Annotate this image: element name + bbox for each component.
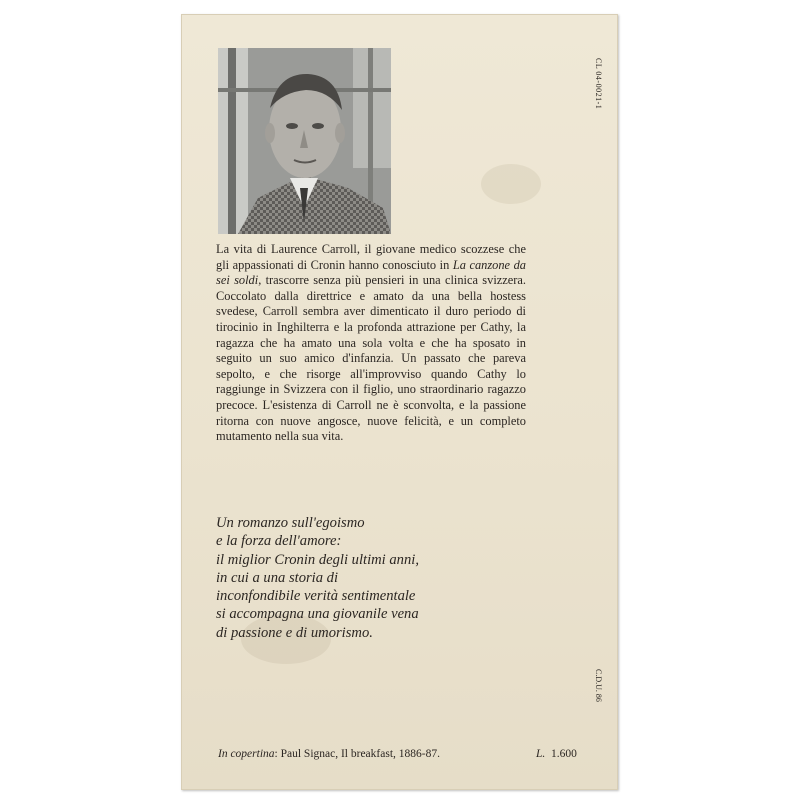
author-portrait-image bbox=[218, 48, 391, 234]
tagline-line: e la forza dell'amore: bbox=[216, 533, 342, 550]
cover-credit-label: In copertina bbox=[218, 748, 275, 760]
book-back-cover bbox=[181, 14, 618, 790]
referenced-book-title: La canzone da sei soldi bbox=[216, 257, 526, 288]
cover-credit bbox=[218, 748, 440, 760]
price-amount: 1.600 bbox=[551, 748, 577, 760]
tagline-line: Un romanzo sull'egoismo bbox=[216, 515, 365, 531]
description-text: La vita di Laurence Carroll, il giovane medico scozzese che gli appassionati di Cronin hanno conosciuto in bbox=[216, 242, 526, 272]
cover-credit-text: : Paul Signac, Il breakfast, 1886-87. bbox=[274, 748, 440, 760]
catalog-code: CL 04-0021-1 bbox=[594, 58, 603, 110]
tagline-line: il miglior Cronin degli ultimi anni, bbox=[216, 551, 419, 568]
price bbox=[536, 748, 577, 760]
price-currency: L. bbox=[536, 748, 546, 760]
tagline-line: inconfondibile verità sentimentale bbox=[216, 588, 416, 605]
tagline-line: di passione e di umorismo. bbox=[216, 624, 373, 641]
tagline-line: si accompagna una giovanile vena bbox=[216, 606, 419, 623]
description-text-continued: , trascorre senza più pensieri in una clinica svizzera. Coccolato dalla direttrice e amato da una bella hostess svedese, Carroll sembra aver dimenticato il duro periodo di tirocinio in Inghilterra e la profonda attrazione per Cathy, la ragazza che ha amato una sola volta e che ha sposato in seguito un suo amico d'infanzia. Un passato che pareva sepolto, e che risorge all'improvviso quando Cathy lo raggiunge in Svizzera con il figlio, uno straordinario ragazzo precoce. L'esistenza di Carroll ne è sconvolta, e la passione ritorna con nuove angosce, nuove felicità, e un completo mutamento nella sua vita. bbox=[216, 273, 526, 444]
tagline bbox=[216, 514, 516, 642]
paper-stain bbox=[481, 164, 541, 204]
classification-code: C.D.U. 86 bbox=[594, 669, 603, 702]
tagline-line: in cui a una storia di bbox=[216, 569, 339, 586]
author-portrait bbox=[218, 48, 391, 234]
book-description bbox=[216, 242, 526, 445]
